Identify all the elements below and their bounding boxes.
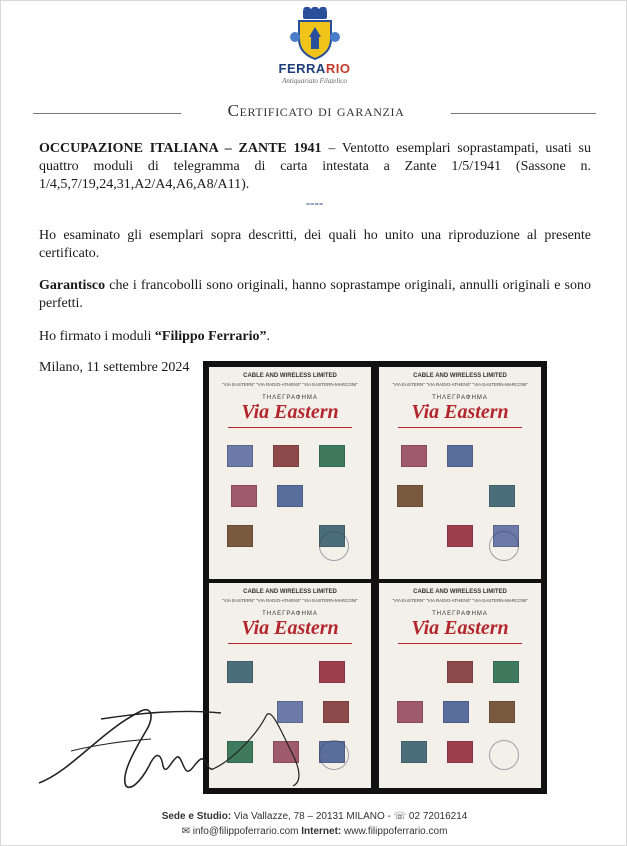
stamp xyxy=(401,445,427,467)
stamp xyxy=(397,701,423,723)
telegram-hdr2: "VIA EASTERN" "VIA RADIO-ATHENS" "VIA EASTERN-MARCONI" xyxy=(222,382,358,387)
signer-name: “Filippo Ferrario” xyxy=(154,329,267,344)
postmark xyxy=(319,531,349,561)
telegram-uline xyxy=(398,427,521,428)
certificate-title: Certificato di garanzia xyxy=(227,101,405,120)
signature-icon xyxy=(31,691,341,801)
telegram-uline xyxy=(398,643,521,644)
telegram-hdr3: ΤΗΛΕΓΡΑΦΗΜΑ xyxy=(432,611,488,617)
description-paragraph xyxy=(39,140,591,194)
description-text: – Ventotto esemplari soprastampati, usati su quattro moduli di telegramma di carta intestata a Zante 1/5/1941 (Sassone n. 1/4,5,7/19,24,31,A2/A4,A6,A8/A11). xyxy=(39,141,592,192)
stamp xyxy=(227,525,253,547)
telegram-hdr2: "VIA EASTERN" "VIA RADIO-ATHENS" "VIA EASTERN-MARCONI" xyxy=(222,598,358,603)
telegram-hdr3: ΤΗΛΕΓΡΑΦΗΜΑ xyxy=(432,395,488,401)
telegram-hdr3: ΤΗΛΕΓΡΑΦΗΜΑ xyxy=(262,611,318,617)
telegram-via: Via Eastern xyxy=(241,617,339,639)
stamp xyxy=(401,741,427,763)
stamp xyxy=(227,661,253,683)
signed-paragraph: Ho firmato i moduli “Filippo Ferrario”. xyxy=(39,329,270,344)
guarantee-heading: Garantisco xyxy=(39,278,106,293)
telegram-hdr1: CABLE AND WIRELESS LIMITED xyxy=(243,373,337,379)
guarantee-paragraph xyxy=(39,277,591,313)
telegram-via: Via Eastern xyxy=(411,617,509,639)
stamp xyxy=(273,445,299,467)
telegram-form xyxy=(209,367,371,579)
description-heading: OCCUPAZIONE ITALIANA – ZANTE 1941 xyxy=(39,141,322,156)
brand-name: FERRARIO xyxy=(278,61,351,76)
stamp xyxy=(231,485,257,507)
title-rule-left xyxy=(33,113,181,114)
footer-contacts: ✉ info@filippoferrario.com Internet: www.filippoferrario.com xyxy=(181,826,448,837)
stamp xyxy=(493,661,519,683)
postmark xyxy=(489,740,519,770)
telegram-hdr3: ΤΗΛΕΓΡΑΦΗΜΑ xyxy=(262,395,318,401)
telegram-via: Via Eastern xyxy=(411,401,509,423)
telegram-hdr2: "VIA EASTERN" "VIA RADIO-ATHENS" "VIA EASTERN-MARCONI" xyxy=(392,382,528,387)
stamp xyxy=(443,701,469,723)
stamp xyxy=(489,701,515,723)
title-rule-right xyxy=(451,113,596,114)
telegram-hdr1: CABLE AND WIRELESS LIMITED xyxy=(413,373,507,379)
telegram-uline xyxy=(228,643,351,644)
footer-email[interactable]: ✉ info@filippoferrario.com xyxy=(181,826,302,837)
stamp xyxy=(489,485,515,507)
stamp xyxy=(319,445,345,467)
telegram-form xyxy=(379,367,541,579)
stamp xyxy=(447,661,473,683)
stamp xyxy=(447,525,473,547)
telegram-uline xyxy=(228,427,351,428)
guarantee-text: che i francobolli sono originali, hanno soprastampe originali, annulli originali e sono perfetti. xyxy=(39,278,591,311)
crest-logo-wrap xyxy=(1,7,627,66)
brand-tagline: Antiquariato Filatelico xyxy=(282,77,347,85)
stamp xyxy=(397,485,423,507)
stamp xyxy=(277,485,303,507)
separator: ---- xyxy=(305,195,324,210)
stamp xyxy=(447,445,473,467)
stamp xyxy=(227,445,253,467)
telegram-hdr1: CABLE AND WIRELESS LIMITED xyxy=(413,589,507,595)
telegram-hdr1: CABLE AND WIRELESS LIMITED xyxy=(243,589,337,595)
postmark xyxy=(489,531,519,561)
footer-website[interactable]: www.filippoferrario.com xyxy=(341,826,448,837)
examination-paragraph: Ho esaminato gli esemplari sopra descritti, dei quali ho unito una riproduzione al presente certificato. xyxy=(39,228,591,261)
crest-icon xyxy=(289,7,341,61)
telegram-hdr2: "VIA EASTERN" "VIA RADIO-ATHENS" "VIA EASTERN-MARCONI" xyxy=(392,598,528,603)
footer-address: Sede e Studio: Via Vallazze, 78 – 20131 MILANO - ☏ 02 72016214 xyxy=(161,811,468,822)
telegram-form xyxy=(379,583,541,788)
stamp xyxy=(319,661,345,683)
telegram-via: Via Eastern xyxy=(241,401,339,423)
place-date: Milano, 11 settembre 2024 xyxy=(39,360,190,375)
stamp xyxy=(447,741,473,763)
